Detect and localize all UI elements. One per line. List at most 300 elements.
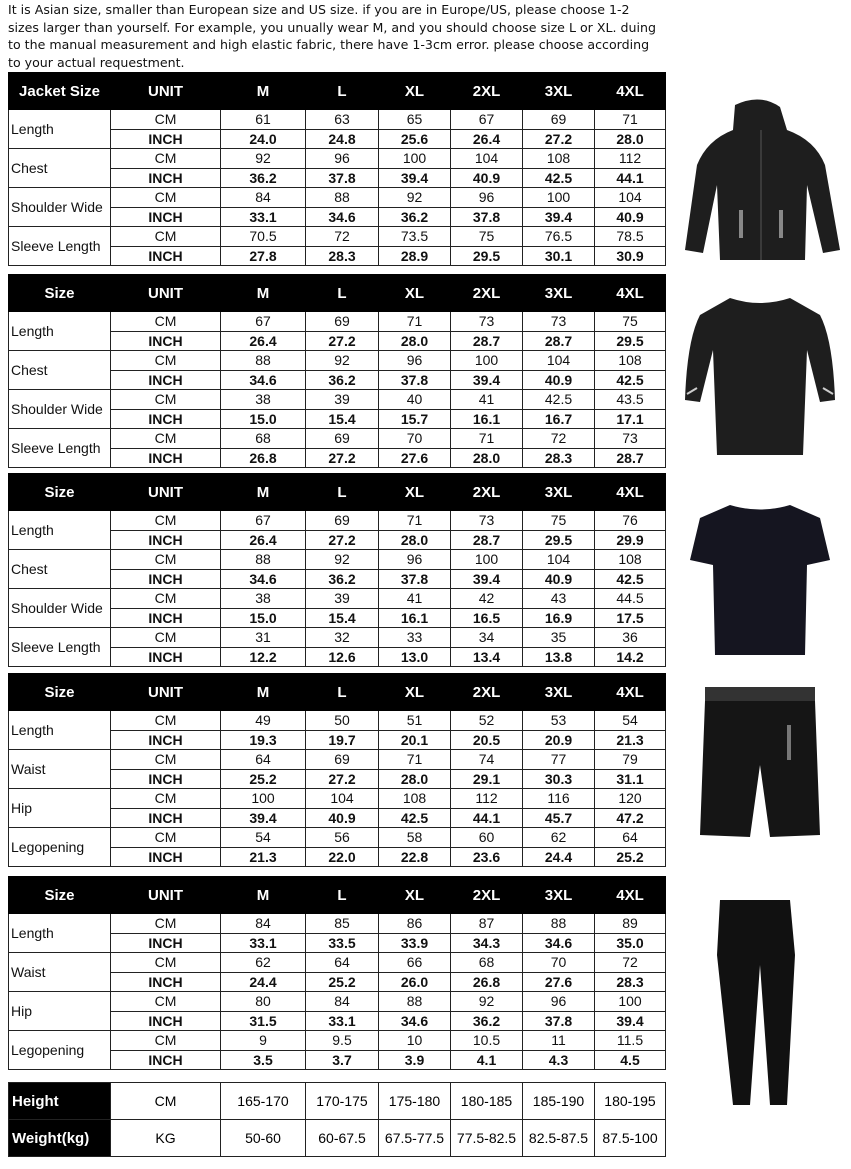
long-sleeve-shirt-size-table xyxy=(8,274,666,468)
unit-cell: INCH xyxy=(111,409,221,429)
table-row xyxy=(9,390,666,410)
value-cell: 36.2 xyxy=(451,1011,523,1031)
value-cell: 49 xyxy=(221,711,306,731)
value-cell: 28.0 xyxy=(379,530,451,550)
value-cell: 86 xyxy=(379,914,451,934)
size-header: Size xyxy=(9,474,111,511)
value-cell: 28.9 xyxy=(379,246,451,266)
measure-label: Chest xyxy=(9,550,111,589)
value-cell: 75 xyxy=(523,511,595,531)
unit-cell: CM xyxy=(111,429,221,449)
value-cell: 56 xyxy=(306,828,379,848)
value-cell: 100 xyxy=(595,992,666,1012)
unit-cell: CM xyxy=(111,1031,221,1051)
value-cell: 27.2 xyxy=(306,769,379,789)
value-cell: 34.6 xyxy=(379,1011,451,1031)
table-row xyxy=(9,429,666,449)
value-cell: 42.5 xyxy=(523,168,595,188)
value-cell: 180-185 xyxy=(451,1083,523,1120)
value-cell: 15.7 xyxy=(379,409,451,429)
value-cell: 9.5 xyxy=(306,1031,379,1051)
value-cell: 72 xyxy=(306,227,379,247)
value-cell: 74 xyxy=(451,750,523,770)
table-row xyxy=(9,992,666,1012)
value-cell: 76.5 xyxy=(523,227,595,247)
value-cell: 67 xyxy=(221,312,306,332)
value-cell: 27.2 xyxy=(306,331,379,351)
value-cell: 63 xyxy=(306,110,379,130)
value-cell: 40.9 xyxy=(595,207,666,227)
value-cell: 33.5 xyxy=(306,933,379,953)
value-cell: 108 xyxy=(595,351,666,371)
value-cell: 35 xyxy=(523,628,595,648)
value-cell: 75 xyxy=(451,227,523,247)
value-cell: 73 xyxy=(451,511,523,531)
size-column-header: M xyxy=(221,73,306,110)
unit-header: UNIT xyxy=(111,674,221,711)
value-cell: 180-195 xyxy=(595,1083,666,1120)
value-cell: 33.1 xyxy=(221,207,306,227)
size-column-header: 4XL xyxy=(595,73,666,110)
value-cell: 39.4 xyxy=(595,1011,666,1031)
value-cell: 72 xyxy=(523,429,595,449)
table-row xyxy=(9,953,666,973)
value-cell: 33.1 xyxy=(306,1011,379,1031)
value-cell: 44.5 xyxy=(595,589,666,609)
value-cell: 75 xyxy=(595,312,666,332)
size-column-header: XL xyxy=(379,275,451,312)
value-cell: 40.9 xyxy=(523,370,595,390)
value-cell: 29.5 xyxy=(595,331,666,351)
jacket-size-table xyxy=(8,72,666,266)
value-cell: 10 xyxy=(379,1031,451,1051)
size-column-header: L xyxy=(306,73,379,110)
value-cell: 69 xyxy=(306,511,379,531)
value-cell: 39 xyxy=(306,390,379,410)
value-cell: 112 xyxy=(451,789,523,809)
value-cell: 47.2 xyxy=(595,808,666,828)
value-cell: 24.0 xyxy=(221,129,306,149)
value-cell: 34.6 xyxy=(523,933,595,953)
value-cell: 64 xyxy=(595,828,666,848)
value-cell: 36.2 xyxy=(379,207,451,227)
measure-label: Chest xyxy=(9,149,111,188)
value-cell: 60 xyxy=(451,828,523,848)
value-cell: 79 xyxy=(595,750,666,770)
value-cell: 23.6 xyxy=(451,847,523,867)
value-cell: 92 xyxy=(306,550,379,570)
value-cell: 39.4 xyxy=(221,808,306,828)
value-cell: 28.7 xyxy=(523,331,595,351)
header-row xyxy=(9,474,666,511)
pants-image xyxy=(675,895,845,1110)
value-cell: 4.1 xyxy=(451,1050,523,1070)
value-cell: 12.6 xyxy=(306,647,379,667)
measure-label: Hip xyxy=(9,992,111,1031)
unit-cell: INCH xyxy=(111,808,221,828)
unit-cell: CM xyxy=(111,750,221,770)
unit-cell: CM xyxy=(111,828,221,848)
value-cell: 40.9 xyxy=(306,808,379,828)
measure-label: Legopening xyxy=(9,828,111,867)
table-row xyxy=(9,914,666,934)
value-cell: 38 xyxy=(221,390,306,410)
value-cell: 16.1 xyxy=(451,409,523,429)
value-cell: 30.9 xyxy=(595,246,666,266)
value-cell: 82.5-87.5 xyxy=(523,1120,595,1157)
size-header: Size xyxy=(9,877,111,914)
unit-cell: INCH xyxy=(111,1011,221,1031)
value-cell: 15.4 xyxy=(306,608,379,628)
value-cell: 39.4 xyxy=(451,370,523,390)
value-cell: 52 xyxy=(451,711,523,731)
unit-cell: CM xyxy=(111,110,221,130)
unit-header: UNIT xyxy=(111,73,221,110)
measure-label: Legopening xyxy=(9,1031,111,1070)
unit-cell: INCH xyxy=(111,448,221,468)
value-cell: 50 xyxy=(306,711,379,731)
value-cell: 20.9 xyxy=(523,730,595,750)
value-cell: 92 xyxy=(306,351,379,371)
row-label: Height xyxy=(9,1083,111,1120)
value-cell: 19.7 xyxy=(306,730,379,750)
value-cell: 20.5 xyxy=(451,730,523,750)
value-cell: 16.1 xyxy=(379,608,451,628)
unit-cell: INCH xyxy=(111,331,221,351)
value-cell: 37.8 xyxy=(306,168,379,188)
value-cell: 92 xyxy=(221,149,306,169)
short-sleeve-shirt-size-table xyxy=(8,473,666,667)
unit-cell: INCH xyxy=(111,569,221,589)
value-cell: 11 xyxy=(523,1031,595,1051)
value-cell: 73 xyxy=(451,312,523,332)
value-cell: 69 xyxy=(306,750,379,770)
value-cell: 31 xyxy=(221,628,306,648)
value-cell: 43.5 xyxy=(595,390,666,410)
pants-size-table xyxy=(8,876,666,1070)
value-cell: 100 xyxy=(379,149,451,169)
value-cell: 24.4 xyxy=(221,972,306,992)
value-cell: 41 xyxy=(379,589,451,609)
value-cell: 96 xyxy=(379,550,451,570)
value-cell: 104 xyxy=(523,351,595,371)
value-cell: 64 xyxy=(306,953,379,973)
header-row xyxy=(9,674,666,711)
value-cell: 96 xyxy=(379,351,451,371)
measure-label: Length xyxy=(9,914,111,953)
value-cell: 16.9 xyxy=(523,608,595,628)
value-cell: 116 xyxy=(523,789,595,809)
size-column-header: 2XL xyxy=(451,474,523,511)
value-cell: 170-175 xyxy=(306,1083,379,1120)
value-cell: 44.1 xyxy=(451,808,523,828)
measure-label: Length xyxy=(9,711,111,750)
value-cell: 68 xyxy=(451,953,523,973)
value-cell: 28.7 xyxy=(595,448,666,468)
value-cell: 78.5 xyxy=(595,227,666,247)
value-cell: 26.8 xyxy=(451,972,523,992)
measure-label: Shoulder Wide xyxy=(9,589,111,628)
height-weight-table xyxy=(8,1082,666,1157)
value-cell: 34.6 xyxy=(306,207,379,227)
size-column-header: M xyxy=(221,877,306,914)
size-header: Size xyxy=(9,674,111,711)
value-cell: 42.5 xyxy=(523,390,595,410)
value-cell: 40.9 xyxy=(451,168,523,188)
size-header: Size xyxy=(9,275,111,312)
value-cell: 108 xyxy=(523,149,595,169)
value-cell: 36.2 xyxy=(221,168,306,188)
table-row xyxy=(9,149,666,169)
value-cell: 17.5 xyxy=(595,608,666,628)
value-cell: 36.2 xyxy=(306,569,379,589)
value-cell: 27.2 xyxy=(306,448,379,468)
unit-cell: CM xyxy=(111,789,221,809)
value-cell: 28.0 xyxy=(595,129,666,149)
value-cell: 26.4 xyxy=(221,331,306,351)
value-cell: 27.8 xyxy=(221,246,306,266)
unit-cell: KG xyxy=(111,1120,221,1157)
value-cell: 62 xyxy=(523,828,595,848)
value-cell: 104 xyxy=(523,550,595,570)
value-cell: 37.8 xyxy=(451,207,523,227)
size-column-header: 4XL xyxy=(595,674,666,711)
value-cell: 40.9 xyxy=(523,569,595,589)
value-cell: 89 xyxy=(595,914,666,934)
value-cell: 42 xyxy=(451,589,523,609)
measure-label: Sleeve Length xyxy=(9,628,111,667)
unit-cell: CM xyxy=(111,953,221,973)
value-cell: 13.0 xyxy=(379,647,451,667)
unit-cell: INCH xyxy=(111,168,221,188)
value-cell: 25.2 xyxy=(221,769,306,789)
value-cell: 33 xyxy=(379,628,451,648)
size-header: Jacket Size xyxy=(9,73,111,110)
long-sleeve-shirt-image xyxy=(675,290,845,460)
value-cell: 24.4 xyxy=(523,847,595,867)
unit-cell: CM xyxy=(111,511,221,531)
size-column-header: L xyxy=(306,275,379,312)
value-cell: 108 xyxy=(595,550,666,570)
value-cell: 185-190 xyxy=(523,1083,595,1120)
value-cell: 4.3 xyxy=(523,1050,595,1070)
value-cell: 70 xyxy=(379,429,451,449)
table-row xyxy=(9,188,666,208)
value-cell: 84 xyxy=(221,188,306,208)
unit-header: UNIT xyxy=(111,275,221,312)
value-cell: 20.1 xyxy=(379,730,451,750)
value-cell: 37.8 xyxy=(379,370,451,390)
value-cell: 84 xyxy=(306,992,379,1012)
unit-cell: INCH xyxy=(111,933,221,953)
size-column-header: 4XL xyxy=(595,275,666,312)
measure-label: Hip xyxy=(9,789,111,828)
value-cell: 69 xyxy=(523,110,595,130)
value-cell: 37.8 xyxy=(523,1011,595,1031)
jacket-image xyxy=(675,95,845,265)
unit-cell: CM xyxy=(111,351,221,371)
size-column-header: XL xyxy=(379,877,451,914)
value-cell: 34 xyxy=(451,628,523,648)
value-cell: 54 xyxy=(595,711,666,731)
value-cell: 100 xyxy=(221,789,306,809)
value-cell: 120 xyxy=(595,789,666,809)
value-cell: 25.6 xyxy=(379,129,451,149)
row-label: Weight(kg) xyxy=(9,1120,111,1157)
unit-cell: CM xyxy=(111,992,221,1012)
value-cell: 29.1 xyxy=(451,769,523,789)
unit-cell: CM xyxy=(111,589,221,609)
value-cell: 19.3 xyxy=(221,730,306,750)
value-cell: 33.9 xyxy=(379,933,451,953)
value-cell: 36.2 xyxy=(306,370,379,390)
unit-cell: CM xyxy=(111,914,221,934)
unit-cell: INCH xyxy=(111,847,221,867)
value-cell: 73.5 xyxy=(379,227,451,247)
value-cell: 26.4 xyxy=(451,129,523,149)
table-row xyxy=(9,110,666,130)
value-cell: 24.8 xyxy=(306,129,379,149)
value-cell: 69 xyxy=(306,429,379,449)
value-cell: 71 xyxy=(379,312,451,332)
value-cell: 44.1 xyxy=(595,168,666,188)
value-cell: 29.5 xyxy=(451,246,523,266)
value-cell: 16.5 xyxy=(451,608,523,628)
value-cell: 85 xyxy=(306,914,379,934)
value-cell: 60-67.5 xyxy=(306,1120,379,1157)
value-cell: 37.8 xyxy=(379,569,451,589)
measure-label: Length xyxy=(9,312,111,351)
unit-cell: INCH xyxy=(111,608,221,628)
table-row xyxy=(9,351,666,371)
unit-cell: INCH xyxy=(111,1050,221,1070)
value-cell: 31.5 xyxy=(221,1011,306,1031)
unit-cell: CM xyxy=(111,188,221,208)
unit-cell: INCH xyxy=(111,530,221,550)
value-cell: 50-60 xyxy=(221,1120,306,1157)
measure-label: Waist xyxy=(9,953,111,992)
table-row xyxy=(9,711,666,731)
value-cell: 100 xyxy=(523,188,595,208)
value-cell: 22.8 xyxy=(379,847,451,867)
value-cell: 104 xyxy=(451,149,523,169)
unit-cell: INCH xyxy=(111,769,221,789)
size-note: It is Asian size, smaller than European size and US size. if you are in Europe/US, please choose 1-2 sizes larger than yourself. For example, you unually wear M, and you should choose size L or XL. duing to the manual measurement and high elastic fabric, there have 1-3cm error. please choose according to your actual requestment. xyxy=(8,2,656,70)
value-cell: 3.9 xyxy=(379,1050,451,1070)
value-cell: 76 xyxy=(595,511,666,531)
value-cell: 40 xyxy=(379,390,451,410)
value-cell: 9 xyxy=(221,1031,306,1051)
value-cell: 96 xyxy=(523,992,595,1012)
value-cell: 71 xyxy=(595,110,666,130)
measure-label: Waist xyxy=(9,750,111,789)
value-cell: 77.5-82.5 xyxy=(451,1120,523,1157)
unit-cell: INCH xyxy=(111,129,221,149)
value-cell: 62 xyxy=(221,953,306,973)
header-row xyxy=(9,73,666,110)
value-cell: 16.7 xyxy=(523,409,595,429)
value-cell: 3.7 xyxy=(306,1050,379,1070)
value-cell: 104 xyxy=(595,188,666,208)
unit-cell: INCH xyxy=(111,730,221,750)
value-cell: 71 xyxy=(379,750,451,770)
value-cell: 27.6 xyxy=(379,448,451,468)
table-row xyxy=(9,1120,666,1157)
value-cell: 29.5 xyxy=(523,530,595,550)
value-cell: 38 xyxy=(221,589,306,609)
value-cell: 39.4 xyxy=(379,168,451,188)
value-cell: 13.8 xyxy=(523,647,595,667)
unit-cell: INCH xyxy=(111,246,221,266)
value-cell: 42.5 xyxy=(595,569,666,589)
size-column-header: L xyxy=(306,474,379,511)
value-cell: 67 xyxy=(221,511,306,531)
value-cell: 27.6 xyxy=(523,972,595,992)
value-cell: 84 xyxy=(221,914,306,934)
measure-label: Shoulder Wide xyxy=(9,390,111,429)
value-cell: 100 xyxy=(451,550,523,570)
value-cell: 34.6 xyxy=(221,370,306,390)
value-cell: 28.3 xyxy=(595,972,666,992)
table-row xyxy=(9,589,666,609)
value-cell: 71 xyxy=(451,429,523,449)
value-cell: 175-180 xyxy=(379,1083,451,1120)
table-row xyxy=(9,1083,666,1120)
size-column-header: M xyxy=(221,275,306,312)
value-cell: 11.5 xyxy=(595,1031,666,1051)
value-cell: 28.7 xyxy=(451,530,523,550)
size-column-header: 3XL xyxy=(523,275,595,312)
value-cell: 15.4 xyxy=(306,409,379,429)
unit-cell: CM xyxy=(111,390,221,410)
value-cell: 67 xyxy=(451,110,523,130)
measure-label: Shoulder Wide xyxy=(9,188,111,227)
size-column-header: M xyxy=(221,674,306,711)
value-cell: 39.4 xyxy=(523,207,595,227)
value-cell: 42.5 xyxy=(379,808,451,828)
value-cell: 96 xyxy=(306,149,379,169)
value-cell: 22.0 xyxy=(306,847,379,867)
value-cell: 27.2 xyxy=(523,129,595,149)
value-cell: 32 xyxy=(306,628,379,648)
value-cell: 61 xyxy=(221,110,306,130)
value-cell: 67.5-77.5 xyxy=(379,1120,451,1157)
value-cell: 14.2 xyxy=(595,647,666,667)
value-cell: 26.4 xyxy=(221,530,306,550)
value-cell: 54 xyxy=(221,828,306,848)
value-cell: 72 xyxy=(595,953,666,973)
short-sleeve-shirt-image xyxy=(675,500,845,660)
size-column-header: XL xyxy=(379,474,451,511)
value-cell: 30.3 xyxy=(523,769,595,789)
measure-label: Sleeve Length xyxy=(9,227,111,266)
value-cell: 88 xyxy=(523,914,595,934)
size-column-header: 3XL xyxy=(523,674,595,711)
value-cell: 96 xyxy=(451,188,523,208)
value-cell: 100 xyxy=(451,351,523,371)
value-cell: 53 xyxy=(523,711,595,731)
value-cell: 77 xyxy=(523,750,595,770)
size-column-header: 3XL xyxy=(523,877,595,914)
shorts-size-table xyxy=(8,673,666,867)
value-cell: 35.0 xyxy=(595,933,666,953)
value-cell: 30.1 xyxy=(523,246,595,266)
value-cell: 4.5 xyxy=(595,1050,666,1070)
unit-cell: CM xyxy=(111,227,221,247)
value-cell: 39.4 xyxy=(451,569,523,589)
unit-cell: CM xyxy=(111,149,221,169)
value-cell: 43 xyxy=(523,589,595,609)
